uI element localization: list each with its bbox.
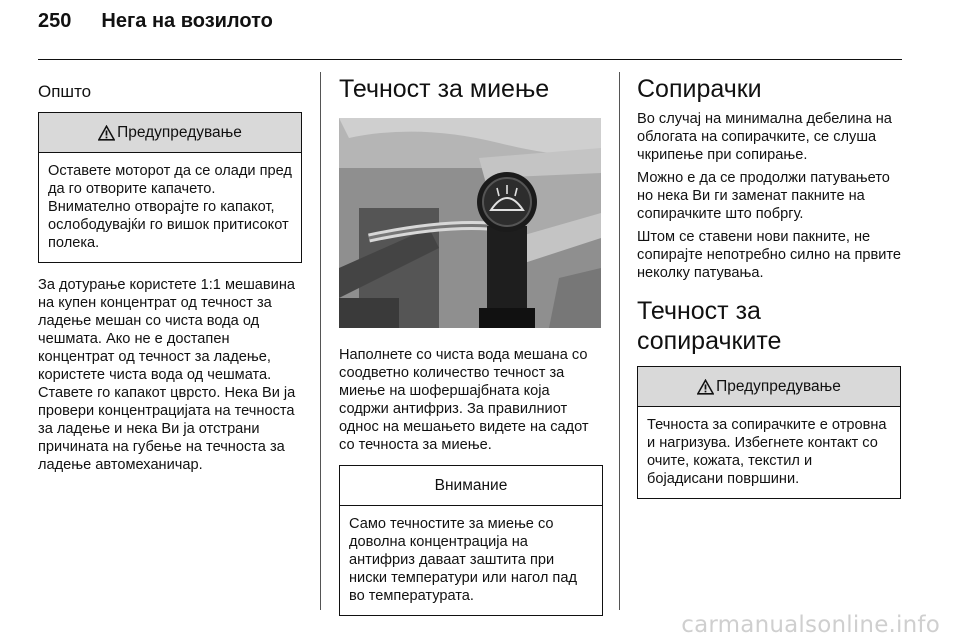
chapter-title: Нега на возилото	[101, 10, 273, 32]
column-divider-1	[320, 72, 321, 610]
notice-text: Само течностите за миење со доволна концентрација на антифриз даваат заштита при ниски температури или нагол пад во температурата.	[349, 516, 577, 604]
warning-triangle-icon	[697, 379, 714, 395]
brake-fluid-warning-box	[637, 366, 901, 499]
engine-bay-illustration	[339, 118, 601, 328]
section-heading-washer-fluid: Течност за миење	[339, 75, 550, 103]
warning-title: Предупредување	[117, 123, 242, 141]
watermark: carmanualsonline.info	[681, 612, 940, 638]
warning-box-header	[39, 113, 301, 153]
brake-warning-text: Течноста за сопирачките е отровна и нагризува. Избегнете контакт со очите, кожата, текстил и бојадисани површини.	[647, 417, 887, 487]
washer-fluid-paragraph: Наполнете со чиста вода мешана со соодветно количество течност за миење на шофершајбната која содржи антифриз. За правилниот однос на мешањето видете на садот со течноста за миење.	[339, 347, 589, 453]
notice-title: Внимание	[434, 476, 508, 494]
brake-warning-title: Предупредување	[716, 377, 841, 395]
notice-box-header	[340, 466, 602, 506]
column-divider-2	[619, 72, 620, 610]
column-2	[339, 70, 603, 616]
washer-reservoir-photo	[339, 118, 601, 328]
page-header	[38, 10, 273, 42]
column-1	[38, 70, 302, 474]
section-heading-brake-fluid: Течност за сопирачките	[637, 297, 782, 355]
warning-box	[38, 112, 302, 263]
coolant-paragraph: За дотурање користете 1:1 мешавина на купен концентрат од течност за ладење мешан со чиста вода од чешмата. Ако не е достапен концентрат од течност за ладење, користете чиста вода од чешмата. Ставете го капакот цврсто. Нека Ви ја провери концентрацијата на течноста за ладење и нека Ви ја отстрани причината на губење на течноста за ладење автомеханичар.	[38, 277, 296, 473]
subheading-general: Општо	[38, 82, 92, 101]
brake-warning-box-header	[638, 367, 900, 407]
page-number: 250	[38, 10, 72, 32]
notice-box	[339, 465, 603, 616]
warning-text: Оставете моторот да се олади пред да го отворите капачето. Внимателно отворајте го капакот, ослободувајќи го вишок притисокот полека.	[48, 163, 292, 251]
section-heading-brakes: Сопирачки	[637, 75, 762, 103]
brakes-paragraph-1: Во случај на минимална дебелина на облогата на сопирачките, се слуша чкрипење при сопирање.	[637, 111, 892, 163]
brakes-paragraph-2: Можно е да се продолжи патувањето но нека Ви ги заменат пакните на сопирачките што побргу.	[637, 170, 890, 222]
warning-triangle-icon	[98, 125, 115, 141]
header-rule	[38, 59, 902, 60]
brakes-paragraph-3: Штом се ставени нови пакните, не сопирајте непотребно силно на првите неколку патувања.	[637, 229, 901, 281]
column-3	[637, 70, 901, 499]
